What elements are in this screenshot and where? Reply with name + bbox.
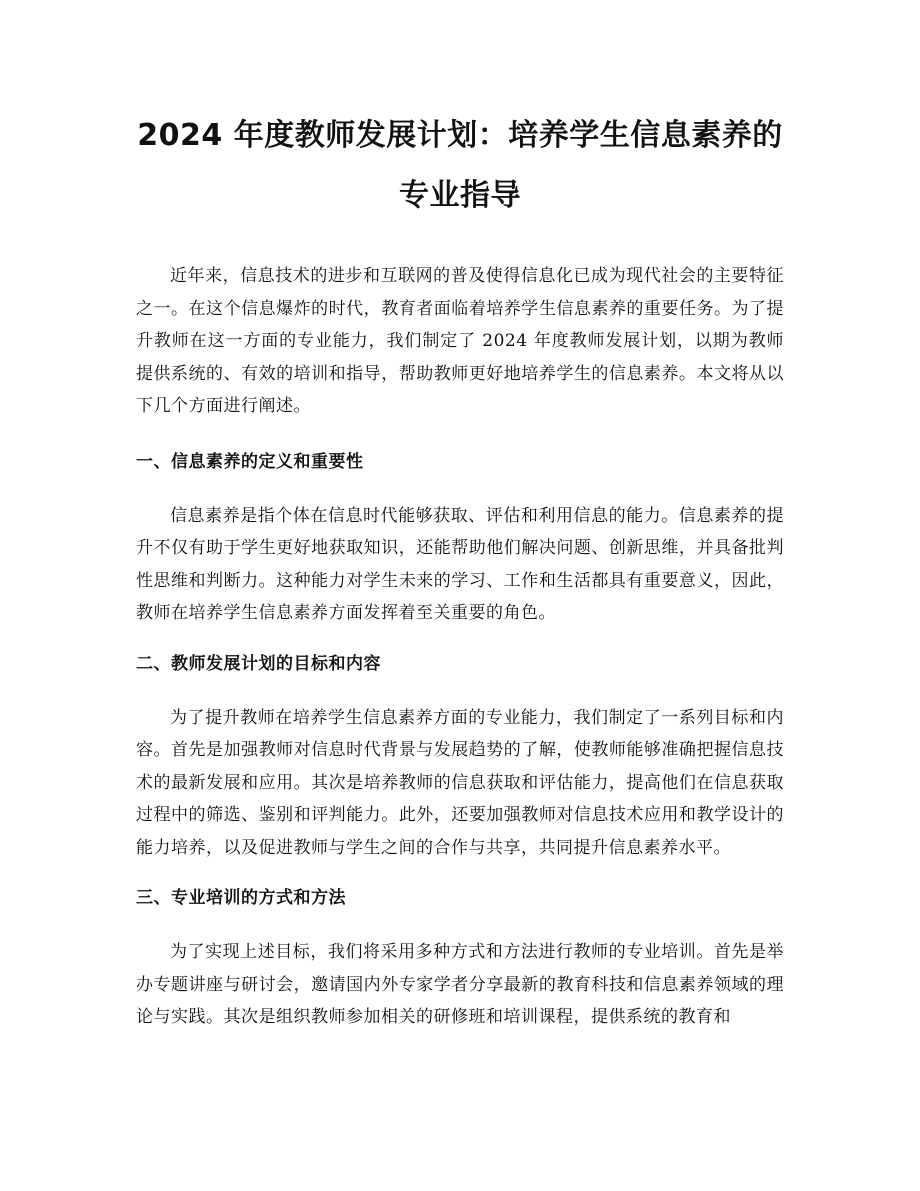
section-body-3: 为了实现上述目标，我们将采用多种方式和方法进行教师的专业培训。首先是举办专题讲座与研讨会，邀请国内外专家学者分享最新的教育科技和信息素养领域的理论与实践。其次是组织教师参加相关的研修班和培训课程，提供系统的教育和 <box>136 942 784 1027</box>
section-heading-2: 二、教师发展计划的目标和内容 <box>136 653 381 674</box>
section-body-1: 信息素养是指个体在信息时代能够获取、评估和利用信息的能力。信息素养的提升不仅有助于学生更好地获取知识，还能帮助他们解决问题、创新思维，并具备批判性思维和判断力。这种能力对学生未来的学习、工作和生活都具有重要意义，因此，教师在培养学生信息素养方面发挥着至关重要的角色。 <box>136 505 784 623</box>
document-title: 2024 年度教师发展计划：培养学生信息素养的专业指导 <box>137 118 783 213</box>
section-heading-1: 一、信息素养的定义和重要性 <box>136 451 364 472</box>
section-body-2: 为了提升教师在培养学生信息素养方面的专业能力，我们制定了一系列目标和内容。首先是加强教师对信息时代背景与发展趋势的了解，使教师能够准确把握信息技术的最新发展和应用。其次是培养教师的信息获取和评估能力，提高他们在信息获取过程中的筛选、鉴别和评判能力。此外，还要加强教师对信息技术应用和教学设计的能力培养，以及促进教师与学生之间的合作与共享，共同提升信息素养水平。 <box>136 707 784 858</box>
intro-paragraph: 近年来，信息技术的进步和互联网的普及使得信息化已成为现代社会的主要特征之一。在这个信息爆炸的时代，教育者面临着培养学生信息素养的重要任务。为了提升教师在这一方面的专业能力，我们制定了 2024 年度教师发展计划，以期为教师提供系统的、有效的培训和指导，帮助教师更好地培养学生的信息素养。本文将从以下几个方面进行阐述。 <box>136 266 784 416</box>
section-heading-3: 三、专业培训的方式和方法 <box>136 888 346 908</box>
